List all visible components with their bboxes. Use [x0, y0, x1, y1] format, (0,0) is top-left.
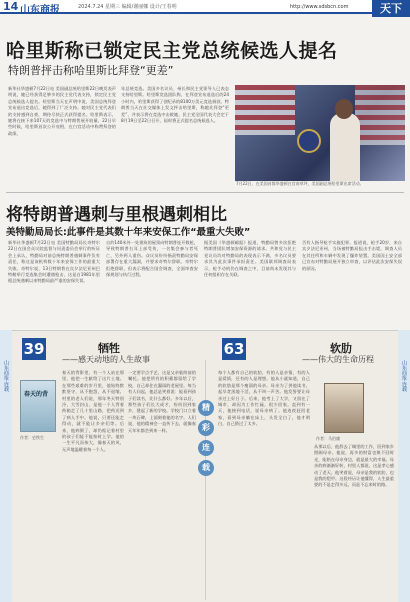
- story2-subtitle: ——伟大的生命历程: [302, 355, 374, 364]
- book-caption: 作者：史铁生: [20, 435, 44, 440]
- issue-meta: 2024.7.24 星期三 编辑/谢丽娜 设计/王春明: [78, 4, 177, 10]
- website-url[interactable]: http://www.sdsbcn.com: [290, 4, 349, 10]
- subhead-harris: 特朗普抨击称哈里斯比拜登“更差”: [8, 64, 174, 77]
- story1-subtitle: ——感天动地的人生故事: [62, 355, 150, 364]
- article2-column-1: 新华社华盛顿7月22日电 美国特勤局局长奇特尔22日在国会众议院监督与问责委员会举行的听证会上承认，特勤局对前总统特朗普遇刺事件负有责任，称这是该机构数十年来安保工作的最重大失败。奇特尔说，13日特朗普在宾夕法尼亚州巴特勒举行竞选集会时遭遇枪击，这是自1981年里根总统遇刺以来特勤局最严重的安保失误。: [8, 240, 100, 284]
- paper-name: 山东商报: [20, 5, 60, 16]
- story1-title: 牺牲: [98, 342, 120, 355]
- sidebar-left-label: 山东商报·连载: [3, 360, 9, 392]
- left-sidebar: [0, 330, 12, 602]
- article1-column-2: 年总统竞选。美国多名议员、州长和民主党领导人已表态支持哈里斯。哈里斯竞选团队称，在拜登宣布退选后的24小时内，哈里斯获得了创纪录的8100万美元竞选捐款。特朗普当天在社交媒体上发文抨击哈里斯，称她比拜登“更差”，并表示将在竞选中击败她。民主党全国代表大会定于8月19日至22日召开，届时将正式提名总统候选人。: [121, 86, 229, 124]
- right-sidebar: [398, 330, 410, 602]
- flag-graphic: [355, 85, 405, 145]
- page-number: 14: [3, 0, 19, 13]
- ornament-char: 彩: [198, 420, 214, 436]
- author-portrait-image: [324, 383, 364, 433]
- section-divider: [6, 192, 404, 193]
- story1-number: 39: [23, 340, 45, 358]
- speaker-figure: [330, 113, 360, 181]
- article2-column-3: 据美国《华盛顿邮报》报道，特勤局曾多次拒绝特朗普团队增加安保资源的请求。共和党与民主党议员均对特勤局的表现表示不满，多名议员要求其为此次事件承担责任。美国联邦调查局表示，枪手动机仍在调查之中，目前尚未发现其与任何组织存在关联。: [204, 240, 296, 278]
- ornament-char: 精: [198, 400, 214, 416]
- harris-photo: [235, 85, 405, 181]
- story1-body: 春天的背影里，有一个人站在那里，他把一生献给了这片土地。在那些艰难的岁月里，他始终默默坚守，从不抱怨，从不退缩。村里的老人们说，那年冬天特别冷，大雪封山，是他一个人背着药箱走了几十里山路，把药送到了病人手中。他说，只要还能走得动，就不能让乡亲们等。后来，他病倒了，却仍惦记着村里的孩子们能不能按时上学。他的一生平凡而伟大，像春天的风，无声地温暖着每一个人。: [62, 370, 124, 452]
- presidential-seal-icon: [297, 129, 321, 153]
- article2-column-4: 否有人指导枪手实施犯罪。报道说，枪手20岁，来自宾夕法尼亚州，当场被特勤局狙击手击毙。调查人员在其住所和车辆中发现了爆炸装置。美国国土安全部已宣布对特勤局展开独立审查，以评估此次安保失误的原因。: [302, 240, 402, 271]
- book-cover-title: 春天的背: [24, 391, 49, 398]
- headline-secret-service: 将特朗普遇刺与里根遇刺相比: [6, 205, 227, 225]
- author-caption: 作者：马伯庸: [316, 436, 340, 441]
- book-cover-image: [20, 380, 56, 432]
- photo-caption: 7月22日，在美国首都华盛顿白宫南草坪，美国副总统哈里斯出席活动。: [236, 181, 364, 186]
- story2-body: 每个人都有自己的软肋，有的人是亲情，有的人是爱情，还有的人是理想。他从小就知道，自己的软肋是那个瘦弱的母亲。母亲为了供他读书，起早贪黑地干活，从不叫一声苦。他发誓要让母亲过上好日子。后来，他考上了大学，又留在了城市，却因为工作忙碌，很少回家。直到有一天，他接到电话，说母亲病了。他连夜赶回老家，看到母亲躺在床上，头发全白了，他才明白，自己错过了太多。: [218, 370, 310, 427]
- ornament-char: 连: [198, 440, 214, 456]
- ornament-char: 载: [198, 460, 214, 476]
- headline-harris: 哈里斯称已锁定民主党总统候选人提名: [6, 40, 338, 62]
- article1-column-1: 新华社华盛顿7月22日电 美国副总统哈里斯22日晚发表声明说，她已经获得足够多的民主党代表支持，锁定民主党总统候选人提名。哈里斯当天在声明中说，美国总统拜登宣布退出竞选后，她得到了广泛支持。她对民主党代表们的支持感到自豪，期待尽快正式获得提名。哈里斯表示，她将在接下来107天的竞选中与特朗普展开较量。22日早些时候，哈里斯首次公开亮相，在白宫活动中称赞拜登的政绩。: [8, 86, 116, 136]
- header-bar: [0, 0, 410, 14]
- speaker-head: [335, 99, 353, 119]
- flag-graphic: [235, 85, 295, 135]
- story2-number: 63: [223, 340, 245, 358]
- story2-title: 软肋: [330, 342, 352, 355]
- story1-body-2: 一定要学点手艺，这是父亲临终前的嘱托。他把所有的积蓄都留给了学校，自己却住在漏雨的老屋里。每当有人问起，他总是笑着说：能看到孩子们读书，比什么都好。多年以后，那些孩子们长大成才，纷纷回到家乡，建起了新的学校。学校门口立着一块石碑，上面刻着他的名字。人们说，他的精神会一直传下去，就像春天年年都会到来一样。: [128, 370, 196, 433]
- section-tag: 天下: [372, 0, 410, 17]
- story2-body-2: 从那以后，他辞去了城里的工作，回到家乡照顾母亲。他说，再多的财富也换不回时光，能陪在母亲身边，就是最大的幸福。母亲的病渐渐好转，村里人都说，这是孝心感动了老天。他笑着说，母亲是我的软肋，也是我的铠甲。这段经历让他懂得，人生最重要的不是走得多远，而是不忘来时的路。: [314, 444, 394, 488]
- article2-column-2: 自约140米外一处建筑的屋顶向特朗普连开数枪，导致特朗普右耳上部受伤，一名集会参与者死亡，另外两人重伤。众议员纷纷指责特勤局安保部署存在重大漏洞，并要求奇特尔辞职。奇特尔拒绝辞职，但表示将配合国会调查，全面审查安保规划与执行过程。: [106, 240, 198, 278]
- subhead-secret-service: 美特勤局局长:此事件是其数十年来安保工作“最重大失败”: [6, 227, 251, 238]
- serial-ornament: [198, 400, 214, 520]
- sidebar-right-label: 山东商报·连载: [401, 360, 407, 392]
